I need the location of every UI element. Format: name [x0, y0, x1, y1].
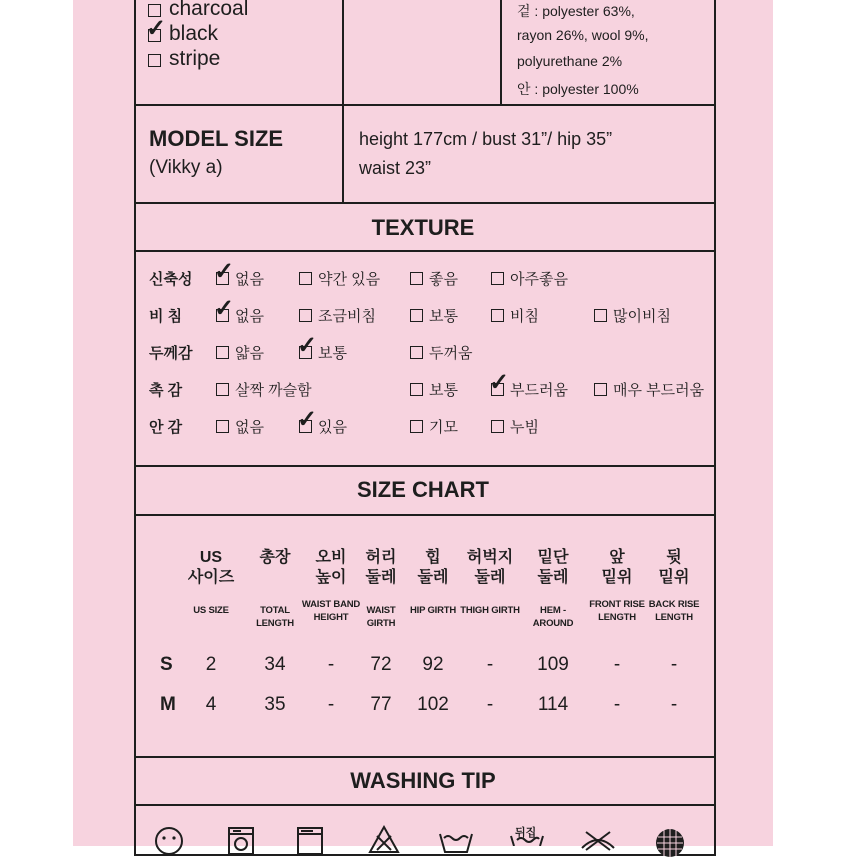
column-header-ko: 밑단 — [537, 549, 569, 566]
size-cell: 102 — [417, 694, 449, 715]
texture-option-label: 많이비침 — [613, 308, 671, 325]
checkbox — [299, 309, 312, 322]
no-tumble-dry-icon — [578, 828, 618, 852]
texture-option-label: 좋음 — [429, 271, 458, 288]
size-cell: - — [670, 654, 678, 675]
texture-option-label: 약간 있음 — [318, 271, 381, 288]
washing-tip-heading: WASHING TIP — [350, 768, 496, 793]
column-header-ko: 총장 — [259, 549, 291, 566]
model-measurements-2: waist 23” — [359, 158, 432, 178]
size-cell: 4 — [205, 694, 217, 715]
size-cell: - — [613, 694, 621, 715]
checkbox — [216, 420, 229, 433]
checkbox — [299, 272, 312, 285]
column-header-en: WAIST BAND HEIGHT — [301, 598, 361, 623]
column-header-en: BACK RISE LENGTH — [648, 598, 700, 623]
column-header-en: TOTAL LENGTH — [256, 605, 294, 629]
net-icon — [654, 827, 686, 857]
texture-option-label: 없음 — [235, 419, 264, 436]
washing-machine-icon — [226, 826, 256, 856]
texture-row-label: 안 감 — [149, 419, 183, 436]
column-header-en: FRONT RISE LENGTH — [589, 598, 645, 623]
checkbox — [491, 272, 504, 285]
checkbox — [410, 346, 423, 359]
hand-wash-icon — [438, 826, 474, 856]
divider — [342, 0, 344, 104]
fabric-outer-3: polyurethane 2% — [517, 53, 623, 69]
divider — [134, 104, 716, 106]
size-cell: 2 — [205, 654, 217, 675]
texture-option-label: 매우 부드러움 — [613, 382, 705, 399]
fabric-outer-2: rayon 26%, wool 9%, — [517, 27, 649, 43]
size-row-label: M — [160, 694, 176, 715]
size-row-label: S — [160, 654, 173, 675]
no-bleach-icon — [368, 824, 400, 854]
checkbox — [491, 309, 504, 322]
size-cell: 34 — [264, 654, 286, 675]
checkbox — [410, 309, 423, 322]
texture-option-label: 조금비침 — [318, 308, 376, 325]
checkbox — [216, 346, 229, 359]
model-name: (Vikky a) — [149, 157, 223, 178]
column-header-en: HEM -AROUND — [532, 605, 574, 629]
texture-row-label: 촉 감 — [149, 382, 183, 399]
checkmark-icon: ✓ — [297, 406, 318, 433]
texture-option-label: 얇음 — [235, 345, 264, 362]
color-option-label: charcoal — [169, 0, 249, 20]
face-icon — [154, 826, 184, 856]
texture-option-label: 비침 — [510, 308, 539, 325]
texture-row-label: 신축성 — [149, 271, 193, 288]
column-header-ko: 높이 — [315, 569, 347, 586]
divider — [134, 756, 716, 758]
texture-option-label: 보통 — [318, 345, 347, 362]
size-cell: - — [486, 694, 494, 715]
model-size-heading: MODEL SIZE — [149, 126, 284, 151]
checkbox — [594, 309, 607, 322]
size-cell: 72 — [370, 654, 392, 675]
size-cell: - — [327, 694, 335, 715]
column-header-en: HIP GIRTH — [409, 605, 457, 616]
checkbox — [410, 383, 423, 396]
checkmark-icon: ✓ — [489, 369, 510, 396]
size-cell: - — [486, 654, 494, 675]
column-header-ko: 밑위 — [658, 569, 690, 586]
size-cell: 109 — [537, 654, 569, 675]
column-header-ko: 사이즈 — [187, 569, 235, 586]
texture-option-label: 부드러움 — [510, 382, 568, 399]
model-measurements-1: height 177cm / bust 31”/ hip 35” — [359, 129, 613, 149]
column-header-ko: 둘레 — [417, 569, 449, 586]
column-header-ko: 둘레 — [474, 569, 506, 586]
divider — [134, 465, 716, 467]
wash-inside-out-icon — [509, 834, 545, 846]
column-header-ko: 둘레 — [537, 569, 569, 586]
fabric-lining: 안 : polyester 100% — [517, 81, 639, 97]
column-header-en: WAIST GIRTH — [366, 605, 396, 629]
column-header-en: US SIZE — [193, 605, 229, 616]
texture-option-label: 보통 — [429, 382, 458, 399]
size-chart-heading: SIZE CHART — [357, 477, 489, 502]
texture-option-label: 있음 — [318, 419, 347, 436]
texture-option-label: 기모 — [429, 419, 458, 436]
column-header-ko: 오비 — [315, 549, 347, 566]
column-header-ko: 밑위 — [601, 569, 633, 586]
checkmark-icon: ✓ — [297, 332, 318, 359]
texture-row-label: 비 침 — [149, 308, 183, 325]
texture-option-label: 누빔 — [510, 419, 539, 436]
column-header-ko: 뒷 — [666, 549, 682, 566]
checkbox — [216, 383, 229, 396]
checkbox — [594, 383, 607, 396]
size-cell: - — [327, 654, 335, 675]
checkbox-stripe — [148, 54, 161, 67]
size-cell: 77 — [370, 694, 392, 715]
size-cell: - — [613, 654, 621, 675]
texture-option-label: 아주좋음 — [510, 271, 568, 288]
texture-row-label: 두께감 — [149, 345, 193, 362]
checkmark-icon: ✓ — [214, 258, 235, 285]
divider — [134, 514, 716, 516]
fabric-outer: 겉 : polyester 63%, — [517, 3, 635, 19]
column-header-ko: 허리 — [365, 549, 397, 566]
column-header-ko: 앞 — [609, 549, 625, 566]
inside-out-label: 뒤집 — [515, 827, 537, 839]
divider — [134, 804, 716, 806]
column-header-ko: 둘레 — [365, 569, 397, 586]
size-cell: 114 — [537, 694, 569, 715]
size-cell: 35 — [264, 694, 286, 715]
checkbox — [410, 272, 423, 285]
dryer-icon — [295, 826, 325, 856]
size-cell: 92 — [422, 654, 444, 675]
column-header-ko: 허벅지 — [466, 549, 514, 566]
column-header-en: THIGH GIRTH — [460, 605, 520, 616]
texture-option-label: 두꺼움 — [429, 345, 473, 362]
texture-option-label: 살짝 까슬함 — [235, 382, 312, 399]
column-header-ko: US — [199, 549, 223, 566]
divider — [342, 104, 344, 202]
column-header-ko: 힙 — [425, 549, 441, 566]
divider — [500, 0, 502, 104]
texture-heading: TEXTURE — [371, 215, 475, 240]
color-option-label: stripe — [169, 47, 221, 70]
checkmark-icon: ✓ — [214, 295, 235, 322]
texture-option-label: 보통 — [429, 308, 458, 325]
color-option-label: black — [169, 22, 219, 45]
size-cell: - — [670, 694, 678, 715]
divider — [134, 250, 716, 252]
texture-option-label: 없음 — [235, 271, 264, 288]
texture-option-label: 없음 — [235, 308, 264, 325]
divider — [134, 202, 716, 204]
checkbox — [410, 420, 423, 433]
checkbox — [491, 420, 504, 433]
checkmark-icon: ✓ — [146, 15, 167, 42]
